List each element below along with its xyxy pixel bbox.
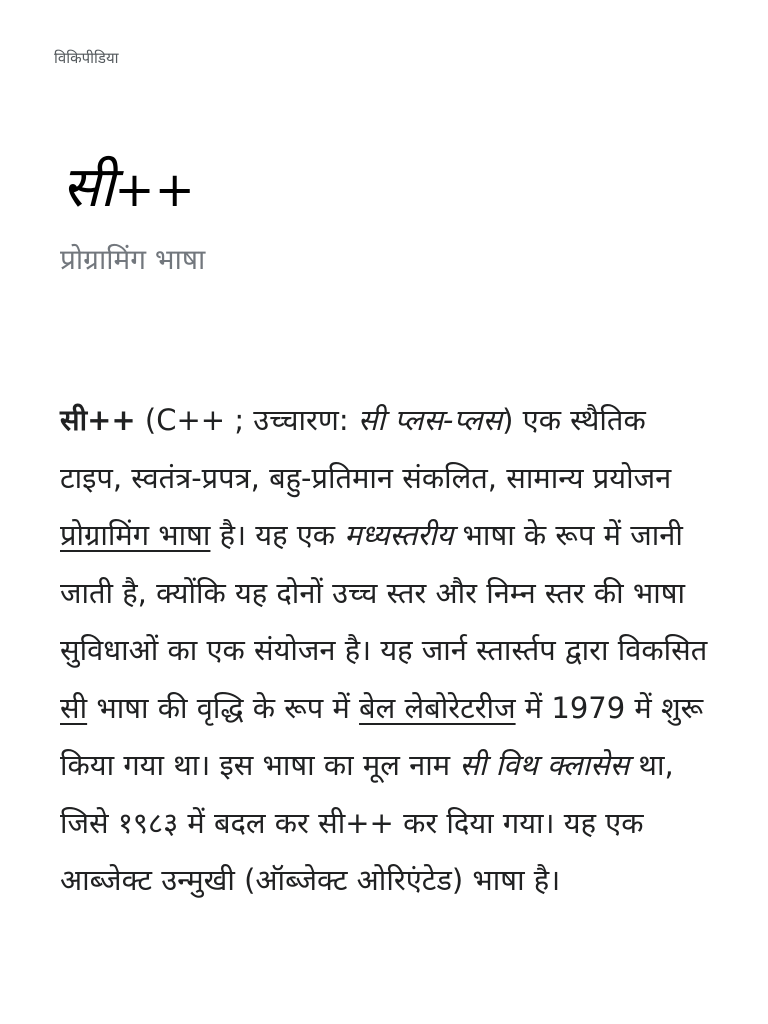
text-run: भाषा के रूप में जानी जाती है, क्योंकि यह दोनों उच्च स्तर और निम्न स्तर की भाषा सुविधाओं का एक संयोजन है। यह जार्न स्तार्स्तप द्वारा विकसित xyxy=(60,518,708,667)
text-run: में 1979 में शुरू किया गया था। इस भाषा का मूल नाम xyxy=(60,690,704,782)
page-title xyxy=(62,148,195,230)
text-run: है। यह एक xyxy=(210,518,345,552)
page-subtitle: प्रोग्रामिंग भाषा xyxy=(60,243,206,276)
original-name: सी विथ क्लासेस xyxy=(459,748,630,782)
link-programming-language[interactable]: प्रोग्रामिंग भाषा xyxy=(60,518,211,552)
site-name[interactable]: विकिपीडिया xyxy=(54,49,119,67)
link-bell-labs[interactable]: बेल लेबोरेटरीज xyxy=(359,690,516,725)
text-run: भाषा की वृद्धि के रूप में xyxy=(87,690,360,725)
mid-level-term: मध्यस्तरीय xyxy=(344,518,454,552)
link-c-language[interactable]: सी xyxy=(60,690,88,725)
text-run: ) एक स्थैतिक टाइप, स्वतंत्र-प्रपत्र, बहु-प्रतिमान संकलित, सामान्य प्रयोजन xyxy=(60,403,672,495)
title-plus: ++ xyxy=(114,162,195,218)
article-body xyxy=(60,392,710,910)
intro-paragraph xyxy=(60,392,710,910)
bold-term: सी++ xyxy=(60,403,136,437)
text-run: था, जिसे १९८३ में बदल कर सी++ कर दिया गया। यह एक आब्जेक्ट उन्मुखी (ऑब्जेक्ट ओरिएंटेड) भाषा है। xyxy=(60,748,674,897)
title-hindi: सी xyxy=(62,155,115,220)
text-run: (C++ ; उच्चारण: xyxy=(135,403,358,437)
pronunciation: सी प्लस-प्लस xyxy=(357,403,503,437)
